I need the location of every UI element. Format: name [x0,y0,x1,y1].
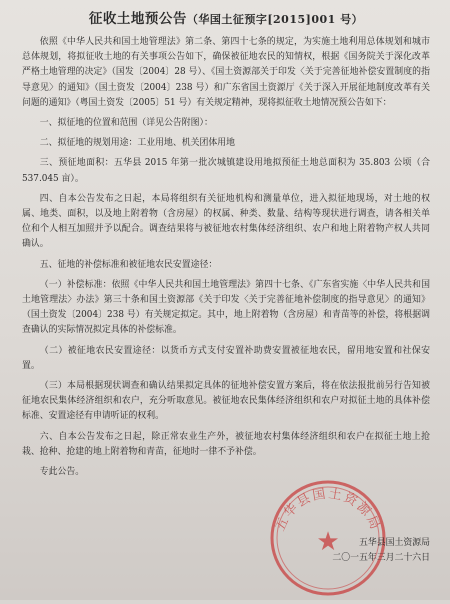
signature-block [300,536,430,566]
paragraph-1: 一、拟征地的位置和范围（详见公告附图）： [39,118,213,129]
issue-date: 二〇一五年三月二十六日 [332,553,430,563]
document-body [22,10,430,480]
svg-text:★: ★ [316,527,340,557]
paragraph-2: 二、拟征地的规划用途：工业用地、机关团体用地 [39,138,236,149]
issuer-name: 五华县国土资源局 [359,538,430,548]
doc-number: （华国土征预字[2015]001 号） [186,13,364,26]
title-text: 征收土地预公告 [88,11,187,27]
paragraph-3: 三、预征地面积：五华县 2015 年第一批次城镇建设用地拟预征土地总面积为 35.803 公顷（合 537.045 亩）。 [22,158,430,184]
paragraph-5: 五、征地的补偿标准和被征地农民安置途径： [39,259,218,270]
document-title [22,10,430,29]
paragraph-intro: 依照《中华人民共和国土地管理法》第二条、第四十七条的规定，为实施土地利用总体规划和城市总体规划，将拟征收土地的有关事项公告如下，确保被征地农民的知情权，根据《国务院关于深化改革严格土地管理的决定》（国发〔2004〕28 号）、《国土资源部关于印发〈关于完善征地补偿安置制度的指导意见〉的通知》（国土资发〔2004〕238 号）和广东省国土资源厅《关于深入开展征地制度改革有关问题的通知》（粤国土资发〔2005〕51 号）有关规定精神，现将拟征收土地情况预公告如下： [22,37,430,108]
paragraph-6: 六、自本公告发布之日起，除正常农业生产外，被征地农村集体经济组织和农户在拟征土地上抢栽、抢种、抢建的地上附着物和青苗，征地时一律不予补偿。 [22,431,430,457]
paragraph-5-3: （三）本局根据现状调查和确认结果拟定具体的征地补偿安置方案后，将在依法报批前另行告知被征地农民集体经济组织和农户，充分听取意见。被征地农民集体经济组织和农户对拟征土地的具体补偿标准、安置途径有申请听证的权利。 [22,381,430,422]
svg-text:五华县国土资源局: 五华县国土资源局 [272,486,384,534]
paragraph-5-1: （一）补偿标准：依照《中华人民共和国土地管理法》第四十七条、《广东省实施〈中华人民共和国土地管理法〉办法》第三十条和国土资源部《关于印发〈关于完善征地补偿制度的指导意见〉的通知》（国土资发〔2004〕238 号）有关规定拟定。其中，地上附着物（含房屋）和青苗等的补偿，将根据调查确认的实际情况拟定具体的补偿标准。 [22,279,430,336]
paragraph-5-2: （二）被征地农民安置途径：以货币方式支付安置补助费安置被征地农民，留用地安置和社保安置。 [22,345,430,371]
closing-line: 专此公告。 [39,467,85,478]
paragraph-4: 四、自本公告发布之日起，本局将组织有关征地机构和测量单位，进入拟征地现场，对土地的权属、地类、面积，以及地上附着物（含房屋）的权属、种类、数量、结构等现状进行调查，请各相关单位和个人相互加照并予以配合。调查结果将与被征地农村集体经济组织、农户和地上附着物产权人共同确认。 [22,193,430,250]
